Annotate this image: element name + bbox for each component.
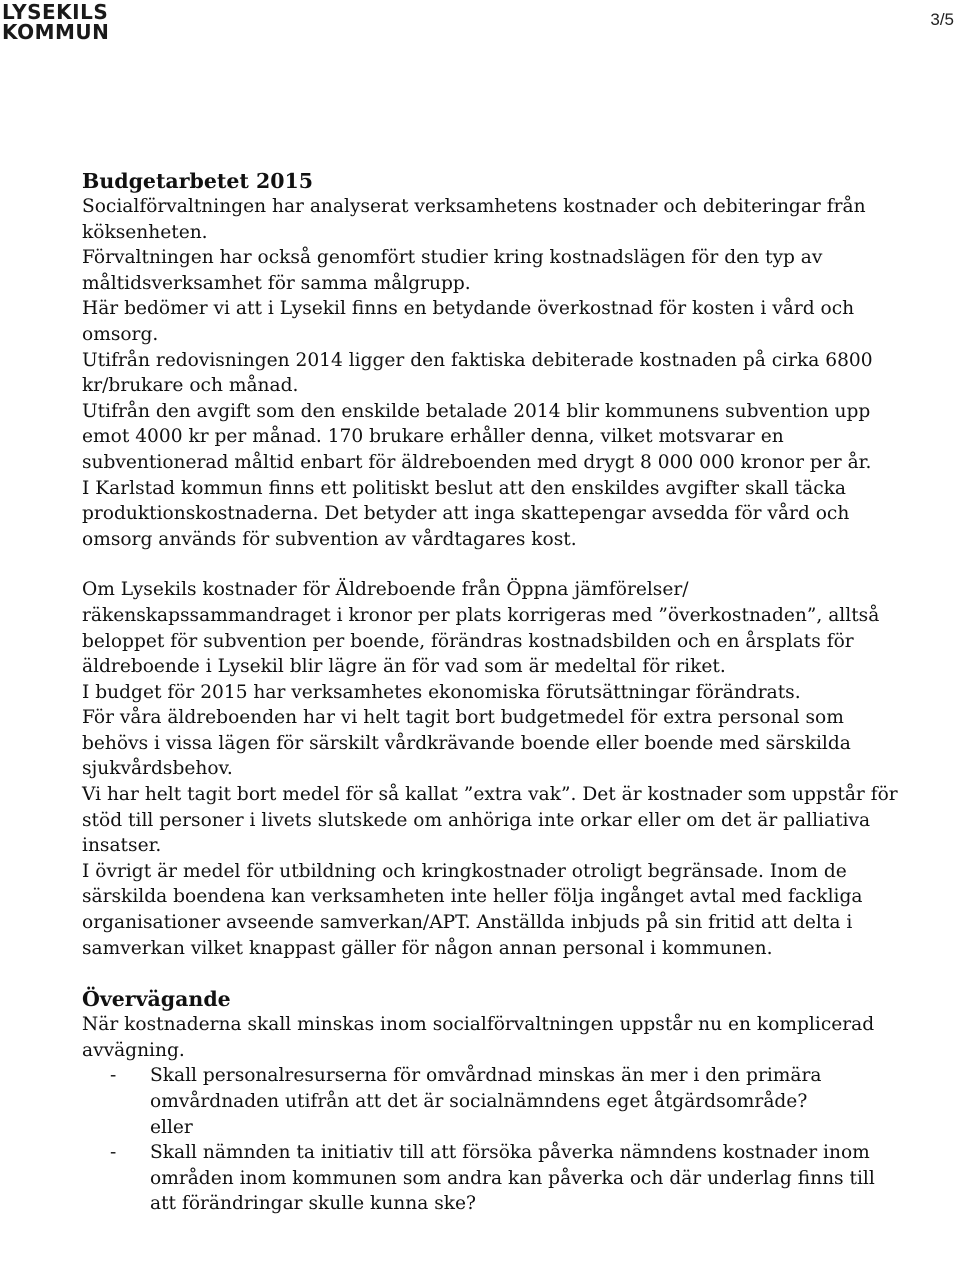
- municipality-logo: [2, 2, 109, 42]
- dash-marker: -: [110, 1065, 117, 1087]
- paragraph: Vi har helt tagit bort medel för så kallat ”extra vak”. Det är kostnader som uppstår för stöd till personer i livets slutskede om anhöriga inte orkar eller om det är palliativa insatser.: [82, 784, 898, 857]
- document-body: [82, 168, 902, 1217]
- section-heading-overvagande: Övervägande: [82, 987, 231, 1012]
- logo-line-1: LYSEKILS: [2, 0, 109, 24]
- dash-marker: -: [110, 1142, 117, 1164]
- paragraph: Här bedömer vi att i Lysekil finns en betydande överkostnad för kosten i vård och omsorg.: [82, 298, 855, 345]
- paragraph: När kostnaderna skall minskas inom socialförvaltningen uppstår nu en komplicerad avvägning.: [82, 1014, 875, 1061]
- section-heading-budget: Budgetarbetet 2015: [82, 169, 314, 193]
- consideration-list: [82, 1063, 902, 1217]
- list-item-text: Skall personalresurserna för omvårdnad minskas än mer i den primära omvårdnaden utifrån att det är socialnämndens eget åtgärdsområde?: [150, 1065, 822, 1112]
- paragraph: Socialförvaltningen har analyserat verksamhetens kostnader och debiteringar från köksenheten.: [82, 196, 866, 243]
- paragraph: Förvaltningen har också genomfört studier kring kostnadslägen för den typ av måltidsverksamhet för samma målgrupp.: [82, 247, 823, 294]
- page-number: 3/5: [930, 10, 954, 29]
- paragraph: För våra äldreboenden har vi helt tagit bort budgetmedel för extra personal som behövs i vissa lägen för särskilt vårdkrävande boende eller boende med särskilda sjukvårdsbehov.: [82, 707, 851, 780]
- paragraph: I Karlstad kommun finns ett politiskt beslut att den enskildes avgifter skall täcka produktionskostnaderna. Det betyder att inga skattepengar avsedda för vård och omsorg används för subvention av vårdtagares kost.: [82, 477, 850, 550]
- logo-line-2: KOMMUN: [2, 20, 110, 44]
- paragraph: Om Lysekils kostnader för Äldreboende från Öppna jämförelser/ räkenskapssammandraget i kronor per plats korrigeras med ”överkostnaden”, alltså beloppet för subvention per boende, förändras kostnadsbilden och en årsplats för äldreboende i Lysekil blir lägre än för vad som är medeltal för riket.: [82, 579, 880, 678]
- paragraph: Utifrån den avgift som den enskilde betalade 2014 blir kommunens subvention upp emot 4000 kr per månad. 170 brukare erhåller denna, vilket motsvarar en subventionerad måltid enbart för äldreboenden med drygt 8 000 000 kronor per år.: [82, 400, 872, 473]
- list-item-text: Skall nämnden ta initiativ till att försöka påverka nämndens kostnader inom områden inom kommunen som andra kan påverka och där underlag finns till att förändringar skulle kunna ske?: [150, 1142, 875, 1215]
- connector-text: eller: [150, 1116, 193, 1138]
- paragraph: Utifrån redovisningen 2014 ligger den faktiska debiterade kostnaden på cirka 6800 kr/brukare och månad.: [82, 349, 873, 397]
- spacer: [82, 552, 902, 577]
- list-item: [82, 1140, 902, 1217]
- spacer: [82, 961, 902, 986]
- paragraph: I övrigt är medel för utbildning och kringkostnader otroligt begränsade. Inom de särskilda boendena kan verksamheten inte heller följa ingånget avtal med fackliga organisationer avseende samverkan/APT. Anställda inbjuds på sin fritid att delta i samverkan vilket knappast gäller för någon annan personal i kommunen.: [82, 860, 863, 959]
- list-item: [82, 1063, 902, 1140]
- paragraph: I budget för 2015 har verksamhetes ekonomiska förutsättningar förändrats.: [82, 681, 801, 703]
